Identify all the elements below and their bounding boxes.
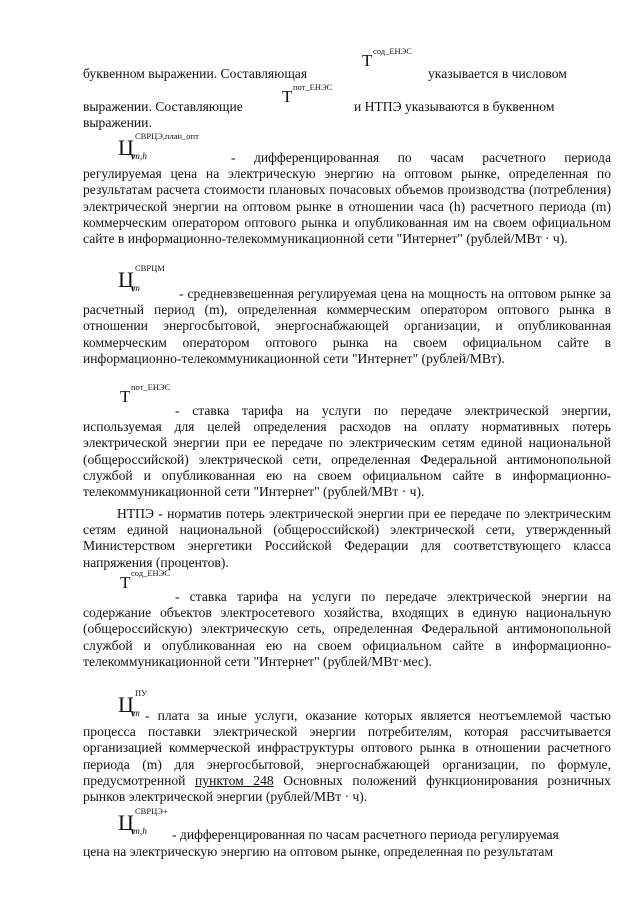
definition-paragraph: - средневзвешенная регулируемая цена на мощность на оптовом рынке за расчетный период (m), определенная коммерческим оператором оптового рынка в отношении энергосбытовой, энергоснабжающей организации, и опубликованная коммерческим оператором оптового рынка на своем официальном сайте в информационно-телекоммуникационной сети "Интернет" (рублей/МВт).	[83, 286, 611, 366]
formula-symbol-t-pot-2: T пот_ЕНЭС	[120, 382, 171, 406]
text-line: выражении. Составляющие и НТПЭ указываются в буквенном	[83, 99, 555, 114]
text-line: буквенном выражении. Составляющая указывается в числовом	[83, 66, 567, 81]
definition-paragraph: - дифференцированная по часам расчетного периода регулируемая цена на электрическую энергию на оптовом рынке, определенная по результатам расчета стоимости плановых почасовых объемов производства (потребления) электрической энергии на оптовом рынке в отношении часа (h) расчетного периода (m) коммерческим оператором оптового рынка и опубликованная им на своем официальном сайте в информационно-телекоммуникационной сети "Интернет" (рублей/МВт · ч).	[83, 150, 611, 247]
punkt-248-link[interactable]: пунктом 248	[195, 772, 274, 788]
definition-paragraph: НТПЭ - норматив потерь электрической энергии при ее передаче по электрическим сетям единой национальной (общероссийской) электрической сети, утвержденный Министерством энергетики Российской Федерации для соответствующего класса напряжения (процентов).	[83, 506, 611, 570]
definition-paragraph: - ставка тарифа на услуги по передаче электрической энергии на содержание объектов электросетевого хозяйства, входящих в единую национальную (общероссийскую) электрическую сеть, определенная Федеральной антимонопольной службой и опубликованная ею на своем официальном сайте в информационно-телекоммуникационной сети "Интернет" (рублей/МВт·мес).	[83, 589, 611, 669]
definition-paragraph: - ставка тарифа на услуги по передаче электрической энергии, используемая для целей определения расходов на оплату нормативных потерь электрической энергии при ее передаче по электрическим сетям единой национальной (общероссийской) электрической сети, определенная Федеральной антимонопольной службой и опубликованная ею на своем официальном сайте в информационно-телекоммуникационной сети "Интернет" (рублей/МВт · ч).	[83, 403, 611, 500]
formula-symbol-t-sod: T сод_ЕНЭС	[362, 46, 412, 70]
formula-symbol-t-pot: T пот_ЕНЭС	[282, 82, 333, 106]
text-line: выражении.	[83, 115, 152, 130]
formula-symbol-c-pu: Ц ПУ m	[118, 688, 148, 719]
formula-symbol-c-svrcm: Ц СВРЦМ m	[118, 263, 165, 294]
formula-symbol-t-sod-2: T сод_ЕНЭС	[120, 568, 170, 592]
text-line: - дифференцированная по часам расчетного периода регулируемая	[172, 827, 559, 842]
formula-symbol-c-plan: Ц СВРЦЭ,план_опт m,h	[118, 131, 199, 162]
definition-paragraph: - плата за иные услуги, оказание которых является неотъемлемой частью процесса поставки электрической энергии потребителям, которая рассчитывается организацией коммерческой инфраструктуры оптового рынка в отношении расчетного периода (m) для энергосбытовой, энергоснабжающей организации, по формуле, предусмотренной пунктом 248 Основных положений функционирования розничных рынков электрической энергии (рублей/МВт · ч).	[83, 708, 611, 805]
text-line: цена на электрическую энергию на оптовом рынке, определенная по результатам	[83, 844, 554, 859]
formula-symbol-c-plus: Ц СВРЦЭ+ m,h	[118, 806, 168, 837]
